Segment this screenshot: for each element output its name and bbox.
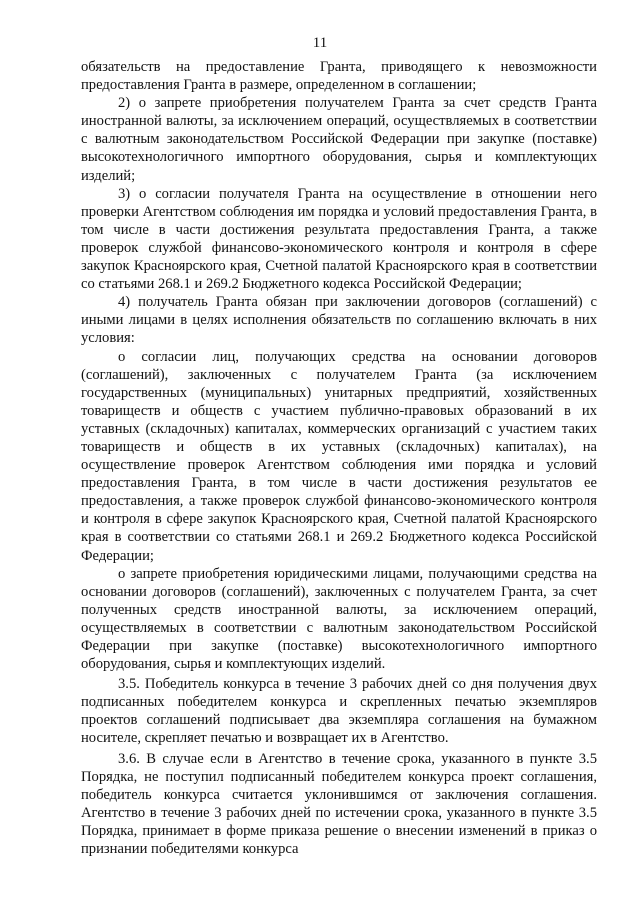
paragraph-item-4: 4) получатель Гранта обязан при заключении договоров (соглашений) с иными лицами в целях исполнения обязательств по соглашению включать в них условия: <box>81 294 597 347</box>
document-body <box>81 58 597 858</box>
paragraph-continuation: обязательств на предоставление Гранта, приводящего к невозможности предоставления Гранта в размере, определенном в соглашении; <box>81 59 597 94</box>
paragraph-item-3: 3) о согласии получателя Гранта на осуществление в отношении него проверки Агентством соблюдения им порядка и условий предоставления Гранта, в том числе в части достижения результата предоставления Гранта, а также проверок службой финансово-экономического контроля и контроля в сфере закупок Красноярского края, Счетной палатой Красноярского края в соответствии со статьями 268.1 и 269.2 Бюджетного кодекса Российской Федерации; <box>81 185 597 293</box>
paragraph-clause-3-5: 3.5. Победитель конкурса в течение 3 рабочих дней со дня получения двух подписанных победителем конкурса и скрепленных печатью экземпляров проектов соглашений подписывает два экземпляра соглашения на бумажном носителе, скрепляет печатью и возвращает их в Агентство. <box>81 676 597 747</box>
paragraph-item-2: 2) о запрете приобретения получателем Гранта за счет средств Гранта иностранной валюты, за исключением операций, осуществляемых в соответствии с валютным законодательством Российской Федерации при закупке (поставке) высокотехнологичного импортного оборудования, сырья и комплектующих изделий; <box>81 95 597 184</box>
paragraph-condition-currency: о запрете приобретения юридическими лицами, получающими средства на основании договоров (соглашений), заключенных с получателем Гранта, за счет полученных средств иностранной валюты, за исключением операций, осуществляемых в соответствии с валютным законодательством Российской Федерации при закупке (поставке) высокотехнологичного импортного оборудования, сырья и комплектующих изделий. <box>81 565 597 673</box>
paragraph-condition-consent: о согласии лиц, получающих средства на основании договоров (соглашений), заключенных с получателем Гранта (за исключением государственных (муниципальных) унитарных предприятий, хозяйственных товариществ и обществ с участием публично-правовых образований в их уставных (складочных) капиталах, коммерческих организаций с участием таких товариществ и обществ в их уставных (складочных) капиталах), на осуществление проверок Агентством соблюдения ими порядка и условий предоставления Гранта, в том числе в части достижения результатов ее предоставления, а также проверок службой финансово-экономического контроля и контроля в сфере закупок Красноярского края, Счетной палатой Красноярского края в соответствии со статьями 268.1 и 269.2 Бюджетного кодекса Российской Федерации; <box>81 348 597 564</box>
paragraph-clause-3-6: 3.6. В случае если в Агентство в течение срока, указанного в пункте 3.5 Порядка, не поступил подписанный победителем конкурса проект соглашения, победитель конкурса считается уклонившимся от заключения соглашения. Агентство в течение 3 рабочих дней по истечении срока, указанного в пункте 3.5 Порядка, принимает в форме приказа решение о внесении изменений в приказ о признании победителями конкурса <box>81 750 597 858</box>
page-number: 11 <box>312 35 328 51</box>
